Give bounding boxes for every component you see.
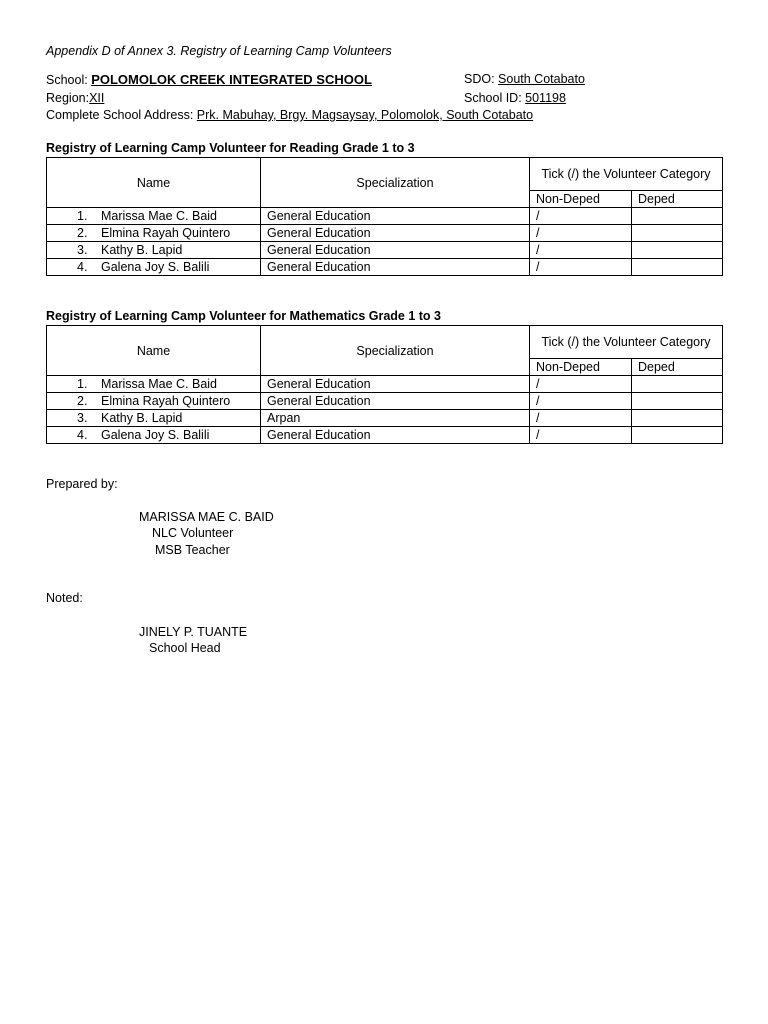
specialization-cell: Arpan (261, 410, 530, 427)
table-row (47, 427, 723, 444)
volunteer-name: Galena Joy S. Balili (101, 260, 210, 274)
deped-cell (632, 427, 723, 444)
col-header-deped: Deped (632, 359, 723, 376)
reading-table-title: Registry of Learning Camp Volunteer for Reading Grade 1 to 3 (46, 141, 415, 155)
sdo-value: South Cotabato (498, 72, 585, 86)
non-deped-cell: / (530, 427, 632, 444)
row-number: 3. (77, 411, 88, 425)
volunteer-name: Marissa Mae C. Baid (101, 377, 218, 391)
region-value: XII (89, 91, 105, 105)
sdo-line (464, 71, 585, 88)
non-deped-cell: / (530, 376, 632, 393)
col-header-specialization: Specialization (261, 158, 530, 208)
volunteer-name: Kathy B. Lapid (101, 243, 183, 257)
non-deped-cell: / (530, 242, 632, 259)
row-number: 3. (77, 243, 88, 257)
deped-cell (632, 393, 723, 410)
col-header-tick: Tick (/) the Volunteer Category (530, 158, 723, 191)
col-header-non-deped: Non-Deped (530, 359, 632, 376)
non-deped-cell: / (530, 393, 632, 410)
noted-label: Noted: (46, 591, 83, 605)
table-row (47, 225, 723, 242)
school-id-value: 501198 (525, 91, 566, 105)
non-deped-cell: / (530, 208, 632, 225)
region-label: Region: (46, 91, 90, 105)
volunteer-name: Elmina Rayah Quintero (101, 394, 231, 408)
row-number: 2. (77, 394, 88, 408)
specialization-cell: General Education (261, 259, 530, 276)
deped-cell (632, 376, 723, 393)
specialization-cell: General Education (261, 376, 530, 393)
volunteer-name: Marissa Mae C. Baid (101, 209, 218, 223)
table-row (47, 410, 723, 427)
specialization-cell: General Education (261, 427, 530, 444)
row-number: 1. (77, 377, 88, 391)
school-line (46, 71, 372, 89)
deped-cell (632, 410, 723, 427)
volunteer-name: Kathy B. Lapid (101, 411, 183, 425)
volunteer-name: Elmina Rayah Quintero (101, 226, 231, 240)
col-header-specialization: Specialization (261, 326, 530, 376)
deped-cell (632, 208, 723, 225)
non-deped-cell: / (530, 225, 632, 242)
reading-registry-table (46, 157, 723, 276)
prepared-by-label: Prepared by: (46, 477, 118, 491)
address-value: Prk. Mabuhay, Brgy. Magsaysay, Polomolok, South Cotabato (196, 108, 534, 122)
address-line (46, 107, 533, 124)
deped-cell (632, 225, 723, 242)
table-row (47, 208, 723, 225)
col-header-non-deped: Non-Deped (530, 191, 632, 208)
row-number: 4. (77, 428, 88, 442)
noted-by-name: JINELY P. TUANTE (139, 625, 248, 639)
volunteer-name: Galena Joy S. Balili (101, 428, 210, 442)
noted-by-role: School Head (149, 641, 221, 655)
col-header-deped: Deped (632, 191, 723, 208)
specialization-cell: General Education (261, 225, 530, 242)
table-row (47, 376, 723, 393)
prepared-by-role-2: MSB Teacher (155, 543, 230, 557)
row-number: 1. (77, 209, 88, 223)
math-table-title: Registry of Learning Camp Volunteer for Mathematics Grade 1 to 3 (46, 309, 441, 323)
table-row (47, 393, 723, 410)
school-name: POLOMOLOK CREEK INTEGRATED SCHOOL (91, 72, 372, 87)
non-deped-cell: / (530, 259, 632, 276)
deped-cell (632, 242, 723, 259)
sdo-label: SDO: (464, 72, 495, 86)
deped-cell (632, 259, 723, 276)
math-registry-table (46, 325, 723, 444)
school-id-line (464, 90, 566, 107)
prepared-by-role: NLC Volunteer (152, 526, 234, 540)
specialization-cell: General Education (261, 242, 530, 259)
school-id-label: School ID: (464, 91, 522, 105)
table-row (47, 242, 723, 259)
col-header-name: Name (47, 326, 261, 376)
prepared-by-name: MARISSA MAE C. BAID (139, 510, 274, 524)
specialization-cell: General Education (261, 393, 530, 410)
row-number: 2. (77, 226, 88, 240)
row-number: 4. (77, 260, 88, 274)
region-line (46, 90, 104, 107)
table-row (47, 259, 723, 276)
address-label: Complete School Address: (46, 108, 194, 122)
school-label: School: (46, 73, 88, 87)
col-header-tick: Tick (/) the Volunteer Category (530, 326, 723, 359)
specialization-cell: General Education (261, 208, 530, 225)
non-deped-cell: / (530, 410, 632, 427)
appendix-title: Appendix D of Annex 3. Registry of Learning Camp Volunteers (46, 44, 392, 58)
col-header-name: Name (47, 158, 261, 208)
